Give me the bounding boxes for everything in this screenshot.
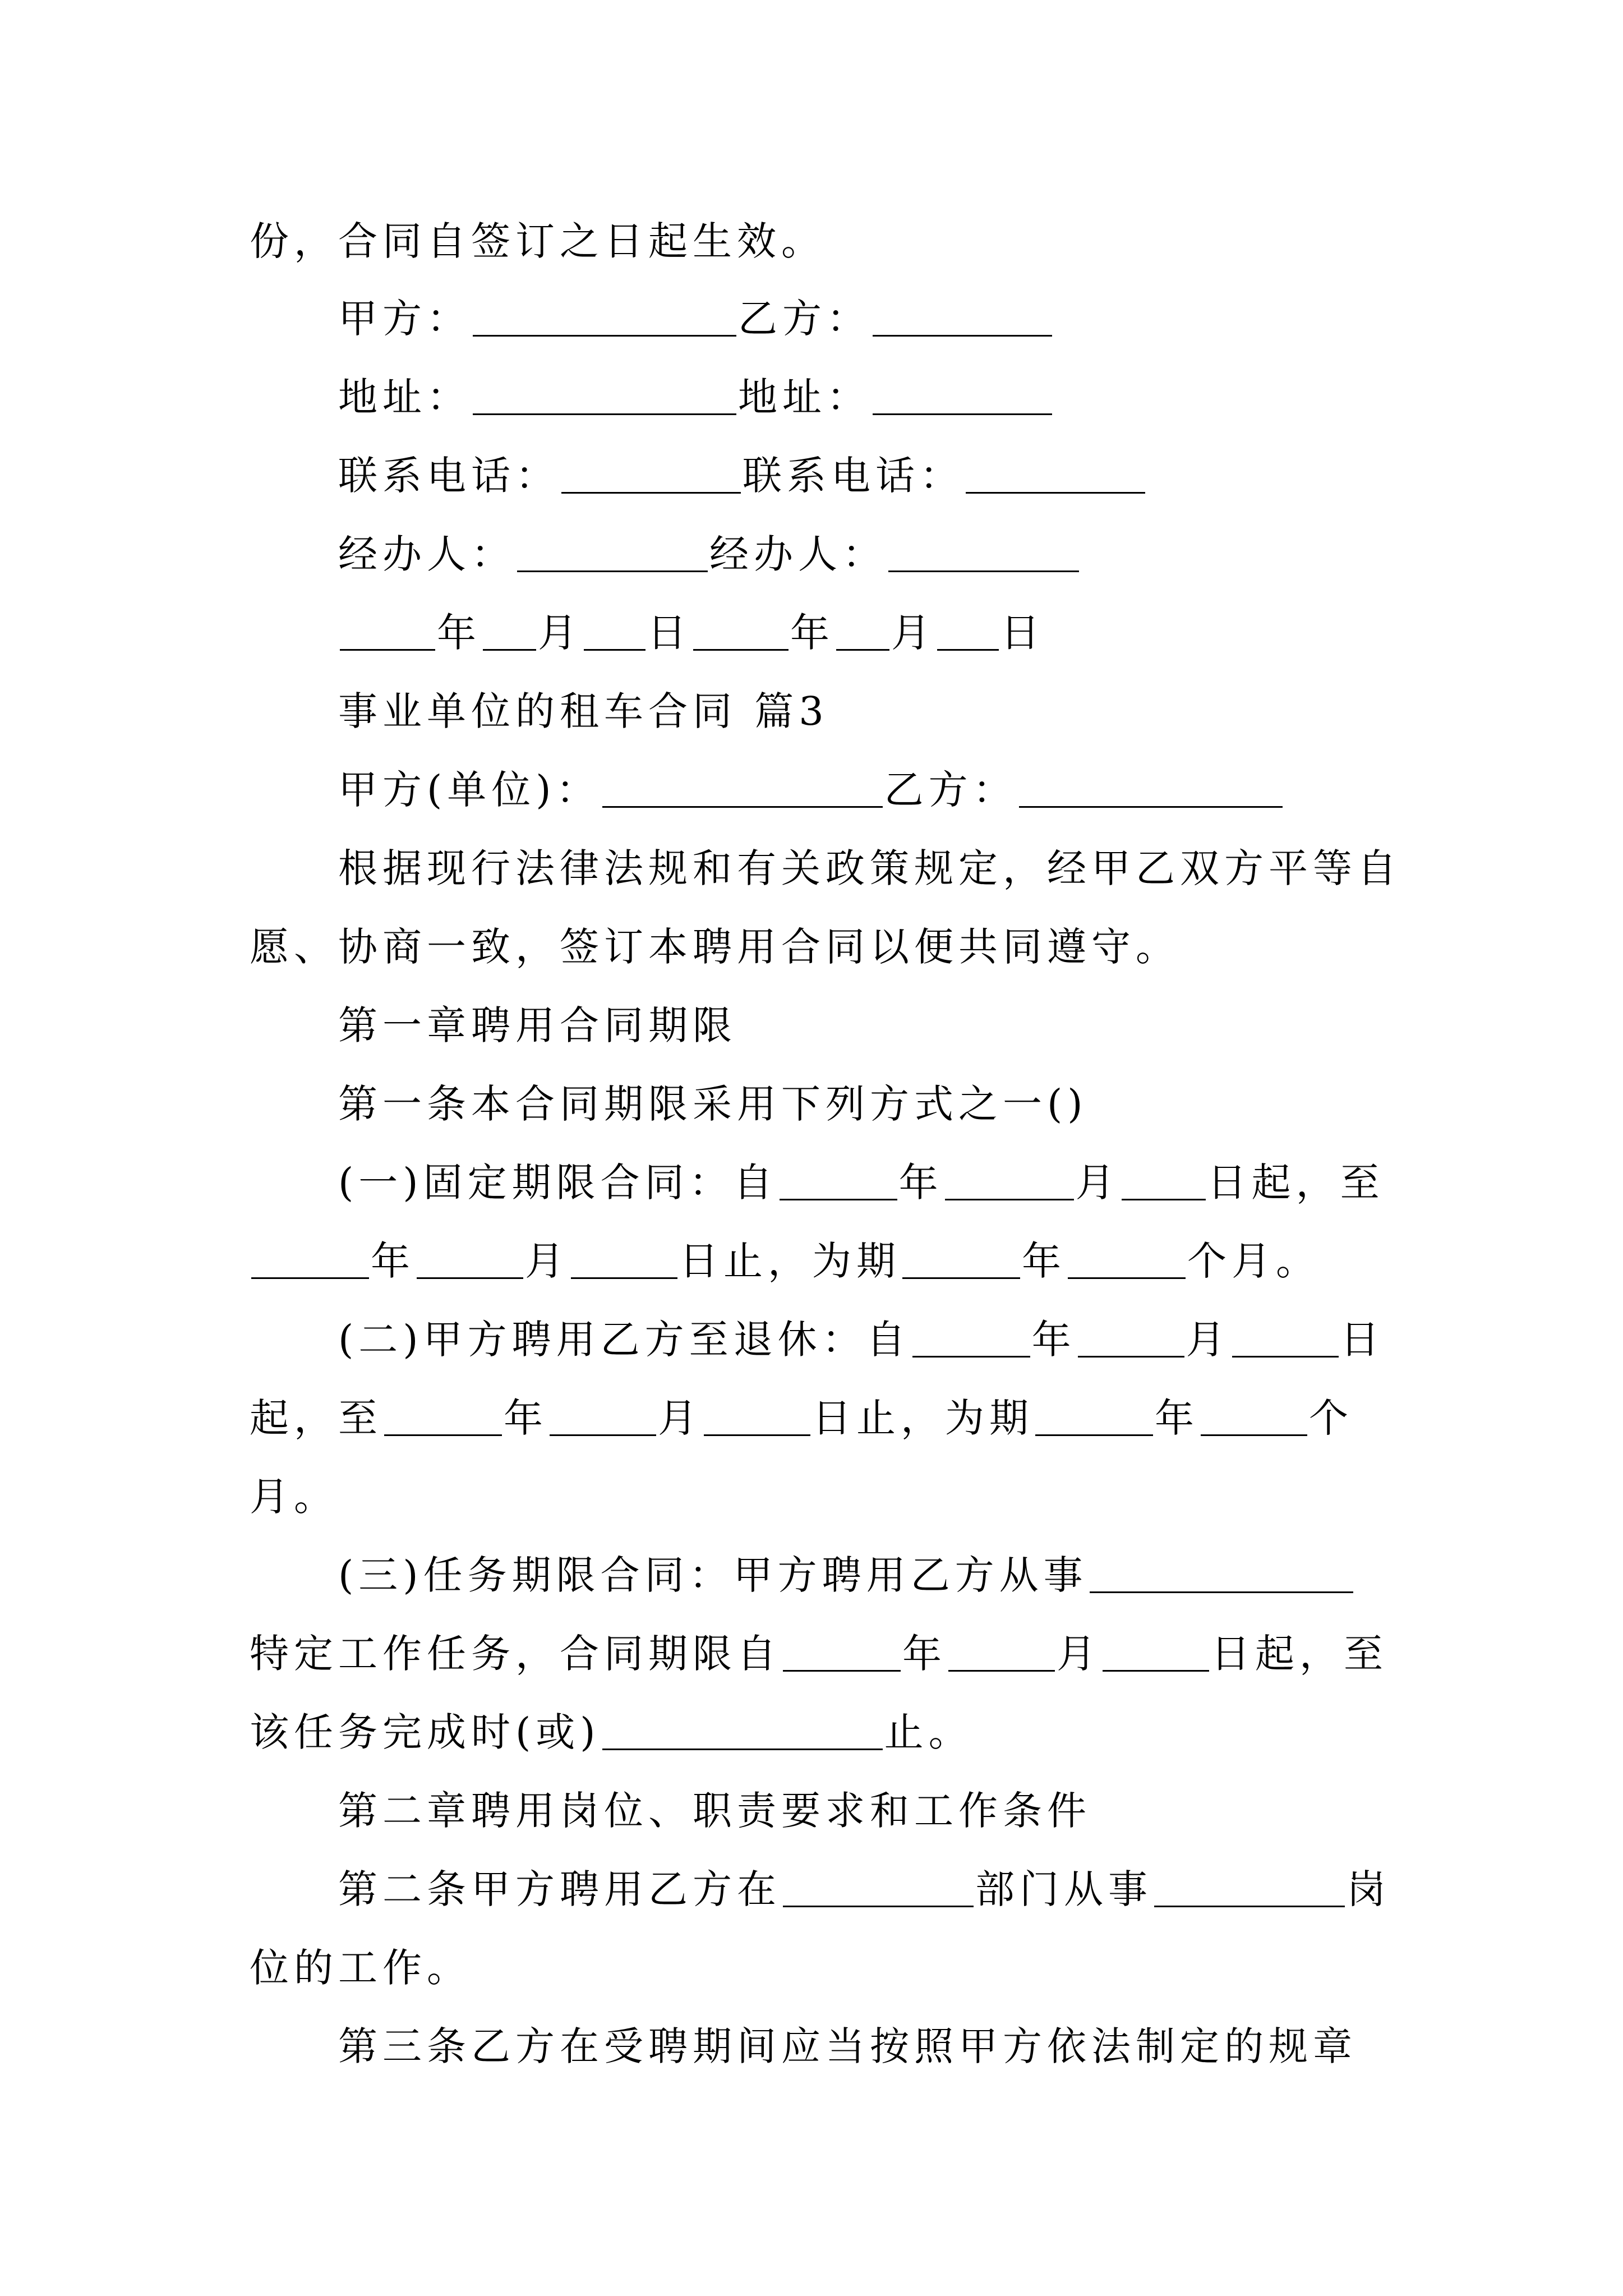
preamble-line-1: 根据现行法律法规和有关政策规定，经甲乙双方平等自 [338, 845, 1401, 891]
department-blank [783, 1906, 974, 1907]
date-b-year-blank [693, 649, 789, 651]
retire-end-year-blank [384, 1434, 502, 1436]
task-end-blank [602, 1749, 883, 1750]
fixed-duration-year-blank [902, 1277, 1020, 1279]
chapter-1-heading: 第一章聘用合同期限 [338, 1002, 737, 1048]
retire-line-2: 起，至 年 月 日止，为期 年 个 [250, 1395, 1353, 1441]
signature-party-row: 甲方： 乙方： [338, 291, 1054, 347]
task-line-1: (三)任务期限合同：甲方聘用乙方从事 [338, 1547, 1355, 1603]
signature-agent-row: 经办人： 经办人： [338, 526, 1081, 582]
party-b-blank [873, 335, 1052, 337]
article-3: 第三条乙方在受聘期间应当按照甲方依法制定的规章 [338, 2023, 1357, 2069]
signature-phone-row: 联系电话： 联系电话： [338, 448, 1147, 504]
date-a-day-blank [584, 649, 645, 651]
fixed-end-year-blank [251, 1277, 369, 1279]
article-1: 第一条本合同期限采用下列方式之一() [338, 1081, 1088, 1127]
task-line-2: 特定工作任务，合同期限自 年 月 日起，至 [250, 1631, 1388, 1677]
fixed-end-month-blank [417, 1277, 523, 1279]
address-b-blank [873, 413, 1052, 415]
signature-date-row: 年 月 日 年 月 日 [338, 605, 1045, 661]
retire-start-day-blank [1232, 1356, 1339, 1358]
date-b-month-blank [836, 649, 889, 651]
preamble-line-2: 愿、协商一致，签订本聘用合同以便共同遵守。 [250, 924, 1180, 970]
date-a-year-blank [340, 649, 435, 651]
employer-blank [602, 806, 883, 808]
retire-line-1: (二)甲方聘用乙方至退休：自 年 月 日 [338, 1317, 1385, 1363]
position-blank [1154, 1906, 1345, 1907]
retire-duration-year-blank [1035, 1434, 1153, 1436]
chapter-2-heading: 第二章聘用岗位、职责要求和工作条件 [338, 1788, 1091, 1834]
date-a-month-blank [483, 649, 536, 651]
address-a-blank [473, 413, 736, 415]
retire-start-month-blank [1078, 1356, 1184, 1358]
article-2-line-1: 第二条甲方聘用乙方在 部门从事 岗 [338, 1866, 1391, 1912]
fixed-start-year-blank [780, 1199, 897, 1200]
retire-end-day-blank [704, 1434, 810, 1436]
employee-blank [1019, 806, 1283, 808]
phone-a-blank [561, 492, 741, 494]
task-start-day-blank [1103, 1670, 1209, 1672]
fixed-end-day-blank [571, 1277, 677, 1279]
agent-b-blank [888, 570, 1079, 572]
phone-b-blank [966, 492, 1145, 494]
date-b-day-blank [937, 649, 999, 651]
fixed-start-day-blank [1122, 1199, 1206, 1200]
parties-row: 甲方(单位)： 乙方： [338, 762, 1284, 818]
section-title: 事业单位的租车合同 篇3 [338, 688, 829, 734]
task-start-year-blank [783, 1670, 901, 1672]
task-start-month-blank [948, 1670, 1055, 1672]
party-a-blank [473, 335, 736, 337]
fixed-start-month-blank [945, 1199, 1074, 1200]
retire-duration-month-blank [1201, 1434, 1307, 1436]
task-work-blank [1090, 1591, 1353, 1593]
retire-line-3: 月。 [250, 1474, 338, 1520]
task-line-3: 该任务完成时(或) 止。 [250, 1709, 973, 1755]
fixed-term-line-1: (一)固定期限合同：自 年 月 日起，至 [338, 1159, 1385, 1205]
signature-address-row: 地址： 地址： [338, 369, 1054, 425]
retire-start-year-blank [912, 1356, 1030, 1358]
closing-line: 份，合同自签订之日起生效。 [250, 218, 826, 264]
article-2-line-2: 位的工作。 [250, 1945, 471, 1991]
fixed-duration-month-blank [1068, 1277, 1186, 1279]
agent-a-blank [517, 570, 708, 572]
retire-end-month-blank [550, 1434, 656, 1436]
fixed-term-line-2: 年 月 日止，为期 年 个月。 [250, 1233, 1320, 1289]
